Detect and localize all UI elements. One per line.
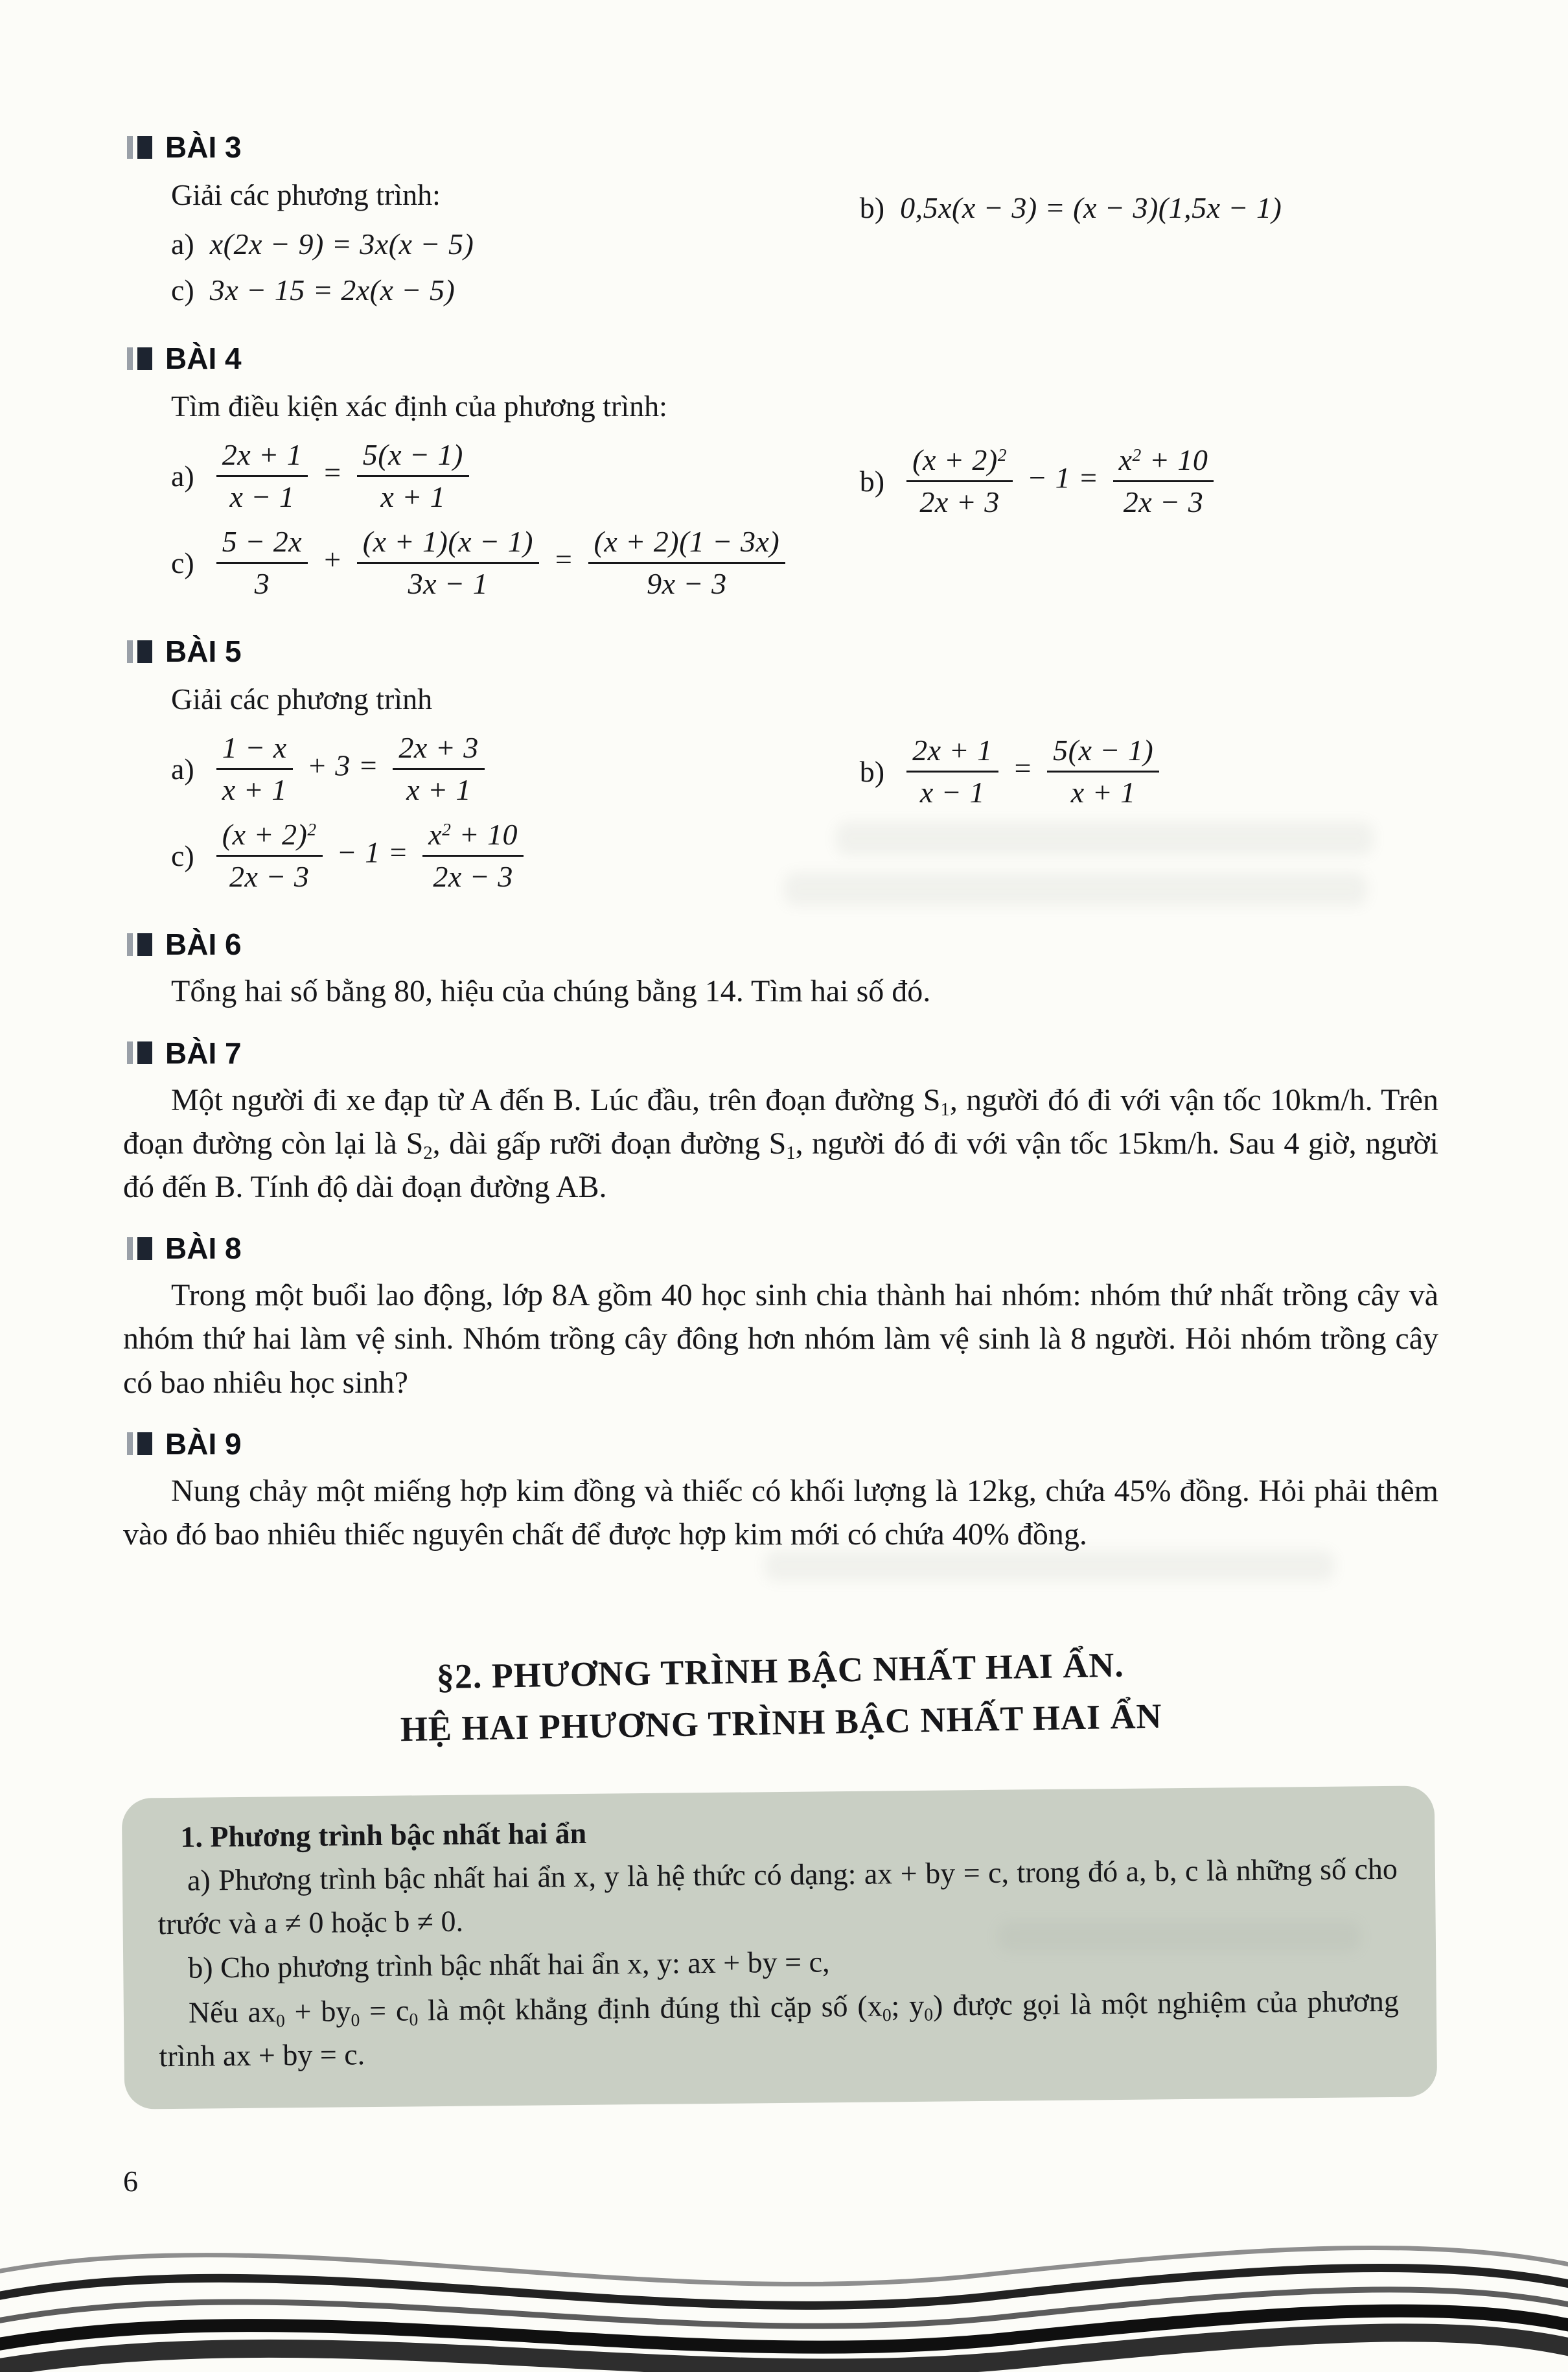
exercise-text: Một người đi xe đạp từ A đến B. Lúc đầu, trên đoạn đường $S_1$, người đó đi với vận tốc 10km/h. Trên đoạn đường còn lại là $S_2$, dài gấp rưỡi đoạn đường $S_1$, người đó đi với vận tốc 15km/h. Sau 4 giờ, người đó đến B. Tính độ dài đoạn đường AB. xyxy=(123,1082,1439,1204)
fraction: $\frac{5(x - 1)}{x + 1}$ xyxy=(357,438,469,513)
exercise-header xyxy=(127,1426,1438,1461)
item-tag: b) xyxy=(859,754,885,788)
exercise-label: BÀI 5 xyxy=(165,634,242,669)
equation: x(2x − 9) = 3x(x − 5) xyxy=(209,227,474,261)
item-tag: c) xyxy=(171,546,194,579)
fraction: $\frac{5 - 2x}{3}$ xyxy=(216,525,308,600)
item-tag: c) xyxy=(171,273,194,307)
equation: $\frac{(x + 2)^2}{2x + 3}$ − 1 = $\frac{x^2 + 10}{2x - 3}$ xyxy=(900,443,1220,518)
item-tag: b) xyxy=(859,191,885,224)
exercise-bai-5 xyxy=(123,634,1438,905)
equation: $\frac{(x + 2)^2}{2x - 3}$ − 1 = $\frac{x^2 + 10}{2x - 3}$ xyxy=(210,818,530,893)
fraction: $\frac{2x + 1}{x - 1}$ xyxy=(216,438,308,513)
equation: 3x − 15 = 2x(x − 5) xyxy=(209,273,455,307)
fraction: $\frac{x^2 + 10}{2x - 3}$ xyxy=(1113,443,1214,518)
exercise-text: Tổng hai số bằng 80, hiệu của chúng bằng 14. Tìm hai số đó. xyxy=(171,974,931,1009)
exercise-bai-9 xyxy=(123,1426,1438,1556)
section-marker-icon xyxy=(127,136,152,159)
item-tag: c) xyxy=(171,839,194,872)
exercise-bai-8 xyxy=(123,1231,1438,1404)
equation: $\frac{2x + 1}{x - 1}$ = $\frac{5(x - 1)}{x + 1}$ xyxy=(210,438,476,513)
theory-box xyxy=(122,1785,1438,2110)
item-tag: a) xyxy=(171,227,194,261)
fraction: $\frac{(x + 2)^2}{2x + 3}$ xyxy=(906,443,1013,518)
exercise-intro: Tìm điều kiện xác định của phương trình: xyxy=(171,390,667,423)
section-marker-icon xyxy=(127,347,152,370)
item-tag: a) xyxy=(171,752,194,785)
fraction: $\frac{(x + 1)(x - 1)}{3x - 1}$ xyxy=(357,525,539,600)
exercise-header xyxy=(127,341,1438,376)
exercise-bai-7 xyxy=(123,1036,1438,1209)
exercise-list xyxy=(123,130,1438,1556)
exercise-label: BÀI 8 xyxy=(165,1231,242,1266)
item-tag: a) xyxy=(171,459,194,493)
equation-item xyxy=(860,191,1438,225)
equation-item xyxy=(171,273,860,307)
section-marker-icon xyxy=(127,640,152,663)
exercise-text: Nung chảy một miếng hợp kim đồng và thiếc có khối lượng là 12kg, chứa 45% đồng. Hỏi phải thêm vào đó bao nhiêu thiếc nguyên chất để được hợp kim mới có chứa 40% đồng. xyxy=(123,1473,1438,1552)
exercise-bai-6 xyxy=(123,927,1438,1013)
fraction: $\frac{5(x - 1)}{x + 1}$ xyxy=(1047,734,1159,809)
section-marker-icon xyxy=(127,1237,152,1260)
exercise-header xyxy=(127,634,1438,669)
fraction: $\frac{x^2 + 10}{2x - 3}$ xyxy=(422,818,524,893)
equation-item xyxy=(860,734,1438,809)
exercise-header xyxy=(127,927,1438,962)
theory-para-b: b) Cho phương trình bậc nhất hai ẩn x, y: ax + by = c, xyxy=(188,1945,830,1985)
theory-para-c: Nếu $ax_0 + by_0 = c_0$ là một khẳng định đúng thì cặp số ($x_0$; $y_0$) được gọi là một nghiệm của phương trình ax + by = c. xyxy=(159,1984,1400,2073)
exercise-intro: Giải các phương trình: xyxy=(171,178,441,211)
exercise-bai-4 xyxy=(123,341,1438,612)
section-marker-icon xyxy=(127,1432,152,1455)
exercise-text: Trong một buổi lao động, lớp 8A gồm 40 học sinh chia thành hai nhóm: nhóm thứ nhất trồng cây và nhóm thứ hai làm vệ sinh. Nhóm trồng cây đông hơn nhóm làm vệ sinh là 8 người. Hỏi nhóm trồng cây có bao nhiêu học sinh? xyxy=(123,1278,1438,1400)
equation: $\frac{5 - 2x}{3}$ + $\frac{(x + 1)(x - 1)}{3x - 1}$ = $\frac{(x + 2)(1 - 3x)}{9x - 3}$ xyxy=(210,525,792,600)
exercise-label: BÀI 3 xyxy=(165,130,242,164)
equation-item xyxy=(171,227,860,261)
equation: $\frac{2x + 1}{x - 1}$ = $\frac{5(x - 1)}{x + 1}$ xyxy=(900,734,1166,809)
section2-title-line2: HỆ HAI PHƯƠNG TRÌNH BẬC NHẤT HAI ẨN xyxy=(400,1696,1162,1749)
equation-item xyxy=(171,818,860,893)
exercise-label: BÀI 9 xyxy=(165,1426,242,1461)
fraction: $\frac{(x + 2)(1 - 3x)}{9x - 3}$ xyxy=(588,525,786,600)
exercise-label: BÀI 6 xyxy=(165,927,242,962)
section2-title-line1: §2. PHƯƠNG TRÌNH BẬC NHẤT HAI ẨN. xyxy=(436,1645,1125,1697)
exercise-intro: Giải các phương trình xyxy=(171,682,433,716)
footer-decoration xyxy=(0,2197,1568,2372)
fraction: $\frac{2x + 1}{x - 1}$ xyxy=(906,734,998,809)
section-marker-icon xyxy=(127,933,152,956)
equation-item xyxy=(171,731,860,806)
equation: 0,5x(x − 3) = (x − 3)(1,5x − 1) xyxy=(900,191,1282,224)
section-marker-icon xyxy=(127,1041,152,1064)
theory-heading: 1. Phương trình bậc nhất hai ẩn xyxy=(180,1816,587,1854)
exercise-label: BÀI 7 xyxy=(165,1036,242,1070)
equation-item xyxy=(860,443,1438,518)
equation-item xyxy=(171,438,860,513)
fraction: $\frac{2x + 3}{x + 1}$ xyxy=(393,731,484,806)
item-tag: b) xyxy=(859,464,885,498)
equation-item xyxy=(171,525,860,600)
exercise-bai-3 xyxy=(123,130,1438,319)
exercise-header xyxy=(127,1231,1438,1266)
section2-heading xyxy=(122,1634,1439,1760)
exercise-label: BÀI 4 xyxy=(165,342,242,376)
fraction: $\frac{1 - x}{x + 1}$ xyxy=(216,731,293,806)
theory-para-a: a) Phương trình bậc nhất hai ẩn x, y là hệ thức có dạng: ax + by = c, trong đó a, b, c là những số cho trước và a ≠ 0 hoặc b ≠ 0. xyxy=(157,1852,1398,1940)
exercise-header xyxy=(127,1036,1438,1071)
exercise-header xyxy=(127,130,1438,165)
equation: $\frac{1 - x}{x + 1}$ + 3 = $\frac{2x + 3}{x + 1}$ xyxy=(210,731,491,806)
page-number: 6 xyxy=(123,2165,138,2198)
fraction: $\frac{(x + 2)^2}{2x - 3}$ xyxy=(216,818,323,893)
